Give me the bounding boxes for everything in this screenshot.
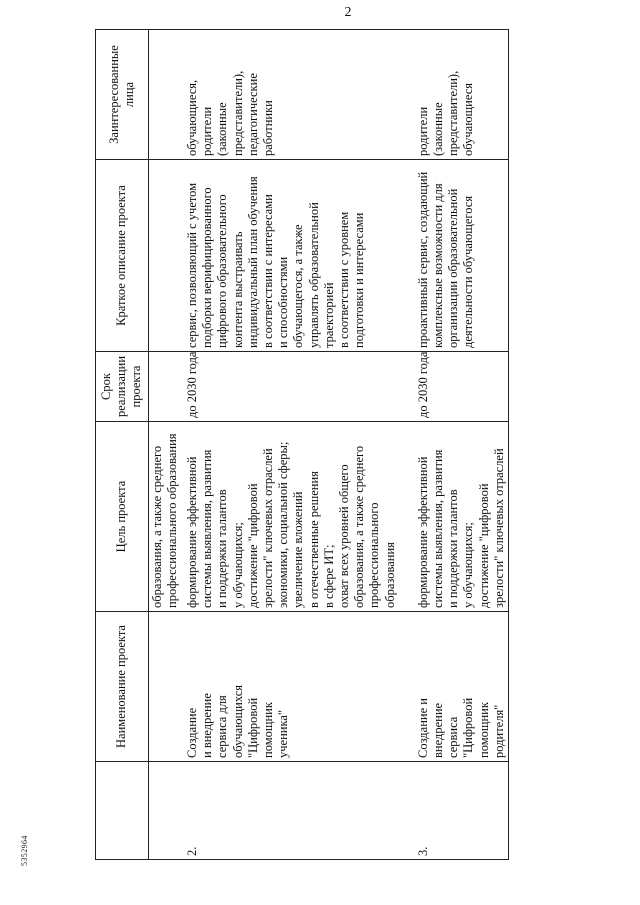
cell-text-line: в сфере ИТ; (321, 544, 336, 608)
cell-text-line: сервиса для (215, 695, 230, 758)
cell-text-line: помощник (261, 702, 276, 758)
cell-text-line: образования (382, 542, 397, 608)
cell-text-line: ученика" (276, 710, 291, 758)
row-desc-cell (415, 160, 509, 352)
cell-text-line: родителя" (491, 704, 506, 758)
cell-text-line: достижение "цифровой (245, 483, 260, 608)
row-term-cell (184, 352, 399, 422)
cell-text-line: системы выявления, развития (431, 449, 446, 608)
row-term-cell (415, 352, 509, 422)
cell-text-line: управлять образовательной (306, 202, 321, 348)
cell-text-line: экономики, социальной сферы; (276, 441, 291, 608)
spacer-cell (399, 160, 415, 352)
cell-text-line: сервиса (446, 716, 461, 758)
project-table (95, 29, 509, 860)
row-num-cell: 2. (184, 762, 399, 860)
cell-text-line: профессионального (367, 502, 382, 608)
cell-text-line: "Цифровой (245, 697, 260, 758)
row-goal-cell (184, 422, 399, 612)
cell-text-line: образования, а также среднего (149, 445, 164, 608)
cell-text-line: обучающегося, а также (291, 224, 306, 348)
spacer-cell (399, 612, 415, 762)
header-row (96, 30, 149, 860)
header-name: Наименование проекта (96, 612, 149, 762)
cell-text-line: Создание (185, 707, 200, 758)
document-code: 5352964 (20, 835, 29, 866)
cell-text-line: (законные (215, 102, 230, 156)
row-num-cell: 3. (415, 762, 509, 860)
cell-text-line: подборки верифицированного (200, 187, 215, 348)
cell-text-line: представители), (446, 70, 461, 156)
cont-desc-cell (148, 160, 184, 352)
row-spacer (399, 30, 415, 860)
cell-text-line: работники (261, 100, 276, 156)
cell-text-line: обучающиеся (461, 82, 476, 156)
cell-text-line: цифрового образовательного (215, 194, 230, 348)
cell-text-line: увеличение вложений (291, 491, 306, 608)
cell-text-line: формирование эффективной (415, 456, 430, 608)
cont-num-cell (148, 762, 184, 860)
cell-text-line: образования, а также среднего (352, 445, 367, 608)
cell-text-line: проактивный сервис, создающий (415, 171, 430, 348)
cell-text-line: деятельности обучающегося (461, 195, 476, 348)
cont-stake-cell (148, 30, 184, 160)
cell-text-line: комплексные возможности для (431, 183, 446, 348)
cell-text-line: обучающихся (230, 684, 245, 758)
cont-term-cell (148, 352, 184, 422)
header-num (96, 762, 149, 860)
cell-text-line: и поддержки талантов (215, 489, 230, 608)
cell-text-line: охват всех уровней общего (337, 464, 352, 608)
cell-text-line: индивидуальный план обучения (245, 176, 260, 348)
cell-text-line: до 2030 года (185, 351, 200, 418)
spacer-cell (399, 352, 415, 422)
header-goal: Цель проекта (96, 422, 149, 612)
cell-text-line: профессионального образования (164, 433, 179, 608)
spacer-cell (399, 422, 415, 612)
cell-text-line: до 2030 года (415, 351, 430, 418)
cont-goal-cell (148, 422, 184, 612)
table-row (415, 30, 509, 860)
header-term: Срок реализации проекта (96, 352, 149, 422)
cell-text-line: зрелости" ключевых отраслей (261, 448, 276, 608)
cell-text-line: и способностями (276, 256, 291, 348)
cell-text-line: траекторией (321, 282, 336, 348)
cell-text-line: и внедрение (200, 693, 215, 758)
row-desc-cell (184, 160, 399, 352)
cell-text-line: внедрение (431, 702, 446, 758)
row-name-cell (184, 612, 399, 762)
page-number: 2 (344, 5, 352, 20)
cell-text-line: зрелости" ключевых отраслей (491, 448, 506, 608)
header-desc: Краткое описание проекта (96, 160, 149, 352)
cell-text-line: "Цифровой (461, 697, 476, 758)
cell-text-line: обучающиеся, (185, 79, 200, 156)
cell-text-line: системы выявления, развития (200, 449, 215, 608)
cell-text-line: достижение "цифровой (476, 483, 491, 608)
cell-text-line: в соответствии с интересами (261, 194, 276, 348)
cell-text-line: сервис, позволяющий с учетом (185, 182, 200, 348)
cell-text-line: формирование эффективной (185, 456, 200, 608)
rotated-table-wrapper (95, 30, 565, 860)
cell-text-line: родители (200, 106, 215, 156)
cell-text-line: в соответствии с уровнем (337, 211, 352, 348)
row-name-cell (415, 612, 509, 762)
cell-text-line: организации образовательной (446, 188, 461, 348)
table-row (184, 30, 399, 860)
cell-text-line: родители (415, 106, 430, 156)
spacer-cell (399, 762, 415, 860)
spacer-cell (399, 30, 415, 160)
cell-text-line: подготовки и интересами (352, 212, 367, 348)
cont-name-cell (148, 612, 184, 762)
header-stakeholders: Заинтересованные лица (96, 30, 149, 160)
cell-text-line: у обучающихся; (461, 522, 476, 608)
cell-text-line: помощник (476, 702, 491, 758)
cell-text-line: педагогические (245, 73, 260, 156)
cell-text-line: (законные (431, 102, 446, 156)
cell-text-line: у обучающихся; (230, 522, 245, 608)
cell-text-line: и поддержки талантов (446, 489, 461, 608)
continuation-row (148, 30, 184, 860)
cell-text-line: представители), (230, 70, 245, 156)
row-stake-cell (415, 30, 509, 160)
cell-text-line: в отечественные решения (306, 471, 321, 608)
cell-text-line: контента выстраивать (230, 231, 245, 348)
row-stake-cell (184, 30, 399, 160)
cell-text-line: Создание и (415, 698, 430, 758)
row-goal-cell (415, 422, 509, 612)
